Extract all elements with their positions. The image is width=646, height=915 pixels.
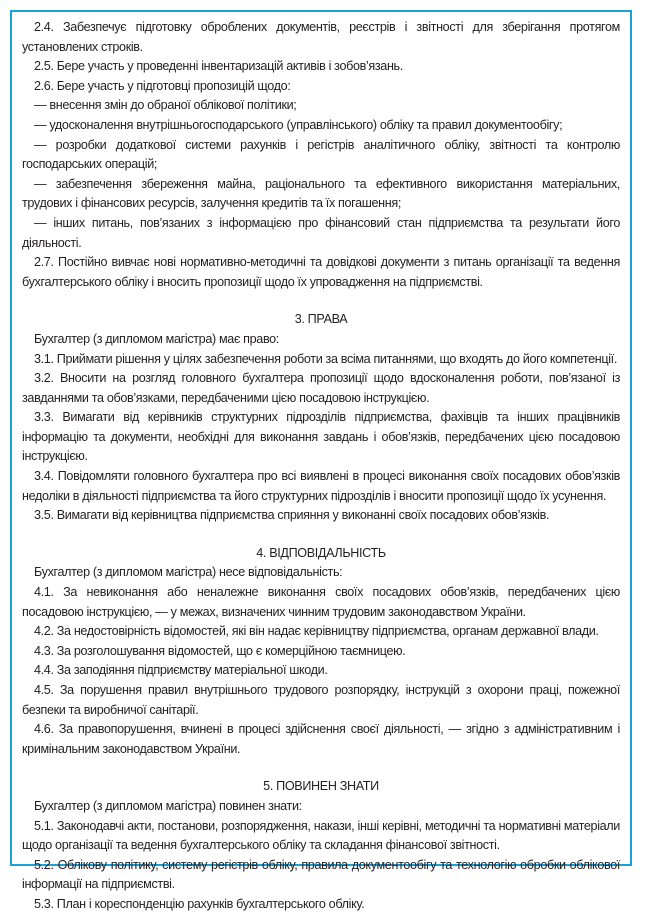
list-item: — інших питань, пов’язаних з інформацією про фінансовий стан підприємства та результати його діяльності. xyxy=(22,215,620,250)
paragraph: 2.6. Бере участь у підготовці пропозицій щодо: xyxy=(34,78,291,93)
paragraph: 3.1. Приймати рішення у цілях забезпечення роботи за всіма питаннями, що входять до його компетенції. xyxy=(34,351,617,366)
paragraph: 3.3. Вимагати від керівників структурних підрозділів підприємства, фахівців та інших працівників інформацію та документи, необхідні для виконання завдань і обов’язків, передбачених цією посадовою інструкцією. xyxy=(22,410,620,464)
document-body xyxy=(22,18,620,915)
document-frame xyxy=(10,10,632,911)
paragraph: 2.4. Забезпечує підготовку оброблених документів, реєстрів і звітності для зберігання протягом установлених строків. xyxy=(22,20,620,54)
section-heading: 5. ПОВИНЕН ЗНАТИ xyxy=(263,779,379,794)
paragraph: 4.6. За правопорушення, вчинені в процесі здійснення своєї діяльності, — згідно з адміністративним і кримінальним законодавством України. xyxy=(22,722,620,756)
paragraph: 4.1. За невиконання або неналежне виконання своїх посадових обов’язків, передбачених цією посадовою інструкцією, — у межах, визначених чинним трудовим законодавством України. xyxy=(22,585,620,619)
paragraph: 2.5. Бере участь у проведенні інвентаризацій активів і зобов’язань. xyxy=(34,59,403,74)
paragraph: 5.2. Облікову політику, систему регістрів обліку, правила документообігу та технологію обробки облікової інформації на підприємстві. xyxy=(22,857,620,892)
paragraph: 4.4. За заподіяння підприємству матеріальної шкоди. xyxy=(34,663,328,678)
section-heading: 3. ПРАВА xyxy=(294,312,348,327)
section-duties xyxy=(22,18,620,292)
paragraph: 3.5. Вимагати від керівництва підприємства сприяння у виконанні своїх посадових обов’язків. xyxy=(34,508,550,523)
list-item: — розробки додаткової системи рахунків і регістрів аналітичного обліку, звітності та контролю господарських операцій; xyxy=(22,137,620,172)
paragraph: 4.2. За недостовірність відомостей, які він надає керівництву підприємства, органам державної влади. xyxy=(34,624,599,639)
section-must-know xyxy=(22,777,620,914)
section-responsibility xyxy=(22,544,620,760)
section-heading: 4. ВІДПОВІДАЛЬНІСТЬ xyxy=(256,545,386,560)
paragraph: Бухгалтер (з дипломом магістра) несе відповідальність: xyxy=(34,565,343,580)
list-item: — забезпечення збереження майна, раціонального та ефективного використання матеріальних, трудових і фінансових ресурсів, залучення кредитів та їх погашення; xyxy=(22,176,620,211)
section-rights xyxy=(22,310,620,526)
paragraph: 4.5. За порушення правил внутрішнього трудового розпорядку, інструкцій з охорони праці, пожежної безпеки та виробничої санітарії. xyxy=(22,683,620,717)
paragraph: 5.1. Законодавчі акти, постанови, розпорядження, накази, інші керівні, методичні та нормативні матеріали щодо організації та ведення бухгалтерського обліку та складання фінансової звітності. xyxy=(22,818,620,853)
paragraph: 5.3. План і кореспонденцію рахунків бухгалтерського обліку. xyxy=(34,896,365,911)
paragraph: 4.3. За розголошування відомостей, що є комерційною таємницею. xyxy=(34,643,406,658)
paragraph: Бухгалтер (з дипломом магістра) повинен знати: xyxy=(34,798,302,813)
paragraph: 2.7. Постійно вивчає нові нормативно-методичні та довідкові документи з питань організації та ведення бухгалтерського обліку і вносить пропозиції щодо їх упровадження на підприємстві. xyxy=(22,255,620,289)
paragraph: Бухгалтер (з дипломом магістра) має право: xyxy=(34,331,279,346)
paragraph: 3.4. Повідомляти головного бухгалтера про всі виявлені в процесі виконання своїх посадових обов’язків недоліки в діяльності підприємства та його структурних підрозділів і вносити пропозиції щодо їх усунення. xyxy=(22,469,620,503)
list-item: — удосконалення внутрішньогосподарського (управлінського) обліку та правил документообігу; xyxy=(34,117,563,132)
paragraph: 3.2. Вносити на розгляд головного бухгалтера пропозиції щодо вдосконалення роботи, пов’язаної із завданнями та обов’язками, передбаченими цією посадовою інструкцією. xyxy=(22,371,620,405)
list-item: — внесення змін до обраної облікової політики; xyxy=(34,98,297,113)
